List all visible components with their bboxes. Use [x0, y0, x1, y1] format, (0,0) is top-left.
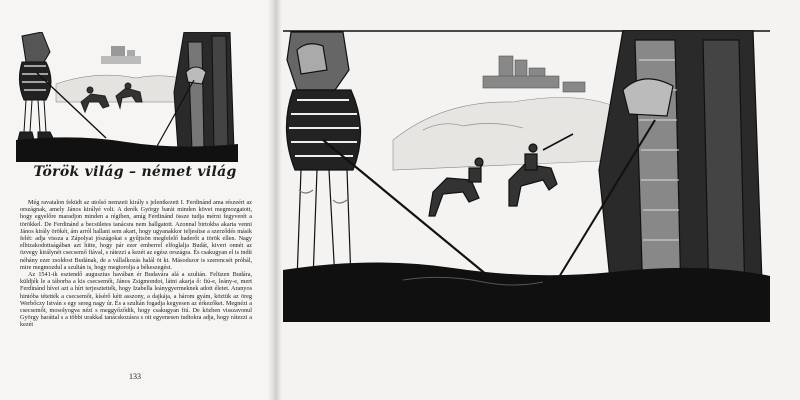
- paragraph: Még ravatalon feküdt az utolsó nemzeti király s jelentkezett I. Ferdinánd ama részeért az országnak, amely János királyé volt. A derék György barát minden követ megmozgatott, hogy egyelőre maradjon minden a régiben, amíg Ferdinánd össze tudja mérni fegyverét a törökkel. De Ferdinánd a becsületes tanácsra nem hallgatott. Azonnal birtokba akarta venni János király örökét, ám arról hallani sem akart, hogy ugyanakkor teljesítse a szerződés másik felét: adja vissza a Zápolyai jószágokat s gyűjtsön megfelelő haderőt a török ellen. Nagy elbizakodottságában azt hitte, hogy pár ezer emberrel elfoglalja Budát, kiveri onnét az özvegy királynét csecsemő fiával, s rátezzi a kezét az egész országra. És csakugyan el is indít néhány ezer zsoldost Budának, de a vállalkozás halál öt kt. Másodszor is szerencsét próbál, mire megmozdul a szultán is, hogy megtorolja a békeszegést.: [20, 199, 252, 271]
- small-illustration: [16, 32, 238, 162]
- large-illustration: [283, 30, 770, 322]
- page-number: 133: [129, 372, 141, 381]
- body-text: [20, 199, 252, 365]
- chapter-title: Török világ – német világ: [33, 164, 237, 180]
- left-page: [0, 0, 270, 400]
- paragraph: Az 1541-ik esztendő augusztus havában ér Budavára alá a szultán. Felüzen Budára, küldjék le a táborba a kis csecsemőt, János Zsigmondot, látni akarja ő: fiú-e, leány-e, mert Ferdinánd hívei azt a hírt terjesztették, hogy Izabella leánygyermeknek adott életet. Aranyos hintóba tétették a csecsemőt, kísérő kétt asszony, a dajkája, a három gyám, köztük az öreg Werbőczy István s egy sereg nagy úr. És a szultán fogadja kegyesen az érkezőket. Megnézi a csecsemőt, mosolyogva nézi s meggyőződik, hogy csakugyan fiú. De közben visszavonul György baráttal s a többi urakkal tanácskozásra s ott egyenesen tudtokra adja, hogy rátezzi a kezét: [20, 271, 252, 329]
- artist-signature: S.Gy.: [729, 278, 747, 286]
- book-gutter: [268, 0, 282, 400]
